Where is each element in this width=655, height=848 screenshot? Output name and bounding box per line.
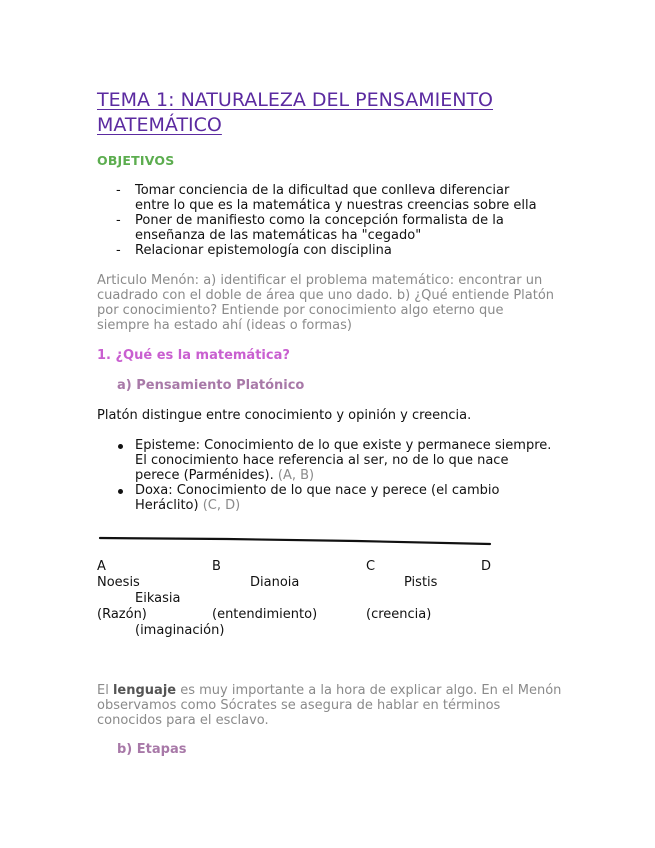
section-heading-1: 1. ¿Qué es la matemática? bbox=[97, 348, 290, 363]
list-item: - Relacionar epistemología con disciplina bbox=[97, 243, 547, 258]
gloss-razon: (Razón) bbox=[97, 607, 147, 622]
lenguaje-rest: es muy importante a la hora de explicar algo. En el Menón observamos como Sócrates se asegura de hablar en términos conocidos para el esclavo. bbox=[97, 683, 562, 728]
label-noesis: Noesis bbox=[97, 575, 140, 590]
lenguaje-prefix: El bbox=[97, 683, 113, 698]
page-title: TEMA 1: NATURALEZA DEL PENSAMIENTO MATEMÁTICO bbox=[97, 89, 494, 136]
divided-line-rule bbox=[97, 530, 497, 550]
episteme-note: (A, B) bbox=[277, 468, 315, 483]
gloss-imaginacion: (imaginación) bbox=[135, 623, 225, 638]
lenguaje-bold: lenguaje bbox=[112, 683, 177, 698]
subheading-platonico: a) Pensamiento Platónico bbox=[117, 378, 305, 393]
list-item-episteme bbox=[97, 438, 557, 483]
lenguaje-paragraph bbox=[97, 683, 567, 728]
episteme-text: Episteme: Conocimiento de lo que existe y permanece siempre. El conocimiento hace referencia al ser, no de lo que nace perece (Parménides). bbox=[135, 438, 552, 483]
gloss-creencia: (creencia) bbox=[366, 607, 432, 622]
point-a: A bbox=[97, 559, 106, 574]
menon-paragraph: Articulo Menón: a) identificar el problema matemático: encontrar un cuadrado con el doble de área que uno dado. b) ¿Qué entiende Platón por conocimiento? Entiende por conocimiento algo eterno que siempre ha estado ahí (ideas o formas) bbox=[97, 273, 555, 333]
point-b: B bbox=[212, 559, 221, 574]
list-item: - Poner de manifiesto como la concepción formalista de la enseñanza de las matemáticas ha "cegado" bbox=[97, 213, 547, 243]
list-item-doxa bbox=[97, 483, 557, 513]
doxa-note: (C, D) bbox=[202, 498, 241, 513]
label-eikasia: Eikasia bbox=[135, 591, 181, 606]
label-pistis: Pistis bbox=[404, 575, 438, 590]
subheading-etapas: b) Etapas bbox=[117, 742, 187, 757]
objetivos-heading: OBJETIVOS bbox=[97, 153, 175, 168]
doxa-text: Doxa: Conocimiento de lo que nace y perece (el cambio Heráclito) bbox=[135, 483, 500, 513]
point-d: D bbox=[481, 559, 492, 574]
point-c: C bbox=[366, 559, 376, 574]
label-dianoia: Dianoia bbox=[250, 575, 300, 590]
gloss-entendimiento: (entendimiento) bbox=[212, 607, 318, 622]
objetivos-list bbox=[97, 183, 547, 258]
bullet-list bbox=[97, 438, 557, 513]
platon-intro: Platón distingue entre conocimiento y opinión y creencia. bbox=[97, 408, 472, 423]
list-item: - Tomar conciencia de la dificultad que conlleva diferenciar entre lo que es la matemática y nuestras creencias sobre ella bbox=[97, 183, 547, 213]
